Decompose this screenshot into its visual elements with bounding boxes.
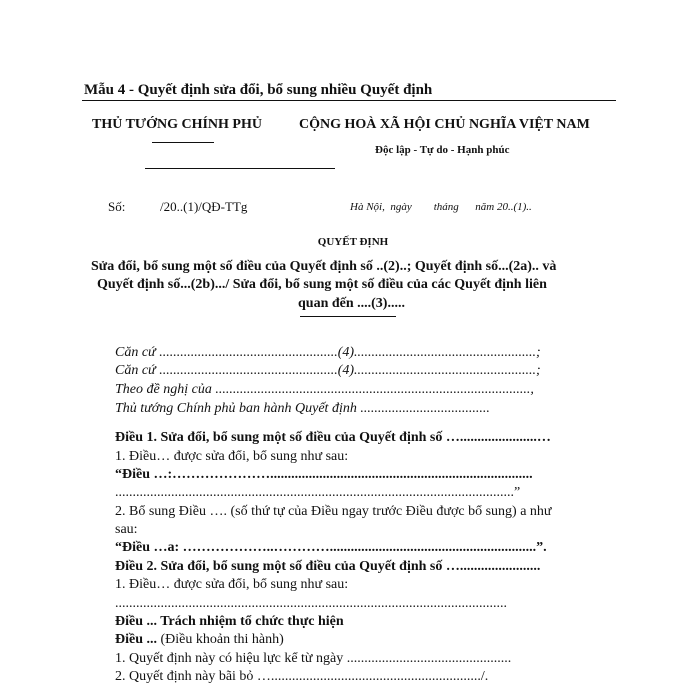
- so-value: /20..(1)/QĐ-TTg: [160, 199, 248, 214]
- preamble-line-2: Căn cứ ...................................................(4)....................................................;: [115, 363, 541, 378]
- decision-subtitle-2: Quyết định số...(2b).../ Sửa đổi, bổ sung một số điều của các Quyết định liên: [97, 277, 547, 292]
- article-1-item-1: 1. Điều… được sửa đổi, bổ sung như sau:: [115, 449, 349, 464]
- article-1-quote-2: “Điều …a: ………………..…………...........................................................”.: [115, 540, 547, 555]
- article-3-heading: Điều ... Trách nhiệm tổ chức thực hiện: [115, 614, 344, 629]
- article-1-heading: Điều 1. Sửa đổi, bổ sung một số điều của Quyết định số …......................…: [115, 430, 551, 445]
- article-2-item-1: 1. Điều… được sửa đổi, bổ sung như sau:: [115, 577, 349, 592]
- nation-name: CỘNG HOÀ XÃ HỘI CHỦ NGHĨA VIỆT NAM: [299, 117, 590, 132]
- decision-subtitle-1: Sửa đổi, bổ sung một số điều của Quyết định số ..(2)..; Quyết định số...(2a).. và: [91, 259, 557, 274]
- article-2-heading: Điều 2. Sửa đổi, bổ sung một số điều của Quyết định số ….......................: [115, 559, 541, 574]
- article-1-quote-1b: ..................................................................................................................”: [115, 485, 521, 500]
- form-title: Mẫu 4 - Quyết định sửa đổi, bổ sung nhiều Quyết định: [84, 82, 433, 98]
- article-1-quote-1a: “Điều …:…………………...........................................................................: [115, 467, 533, 482]
- place-date: Hà Nội, ngày tháng năm 20..(1)..: [350, 201, 532, 213]
- article-3-item-2: 2. Quyết định này bãi bỏ …............................................................/.: [115, 669, 489, 684]
- article-3-sub-label: Điều ...: [115, 632, 157, 647]
- issuer-name: THỦ TƯỚNG CHÍNH PHỦ: [92, 117, 262, 132]
- article-2-dots: ................................................................................................................: [115, 596, 507, 611]
- article-3-item-1: 1. Quyết định này có hiệu lực kể từ ngày ...............................................: [115, 651, 512, 666]
- header-rule: [82, 100, 616, 101]
- article-1-item-2b: sau:: [115, 522, 138, 537]
- issuer-underline: [152, 142, 214, 143]
- preamble-line-4: Thủ tướng Chính phủ ban hành Quyết định .....................................: [115, 401, 490, 416]
- motto: Độc lập - Tự do - Hạnh phúc: [375, 144, 510, 156]
- decision-heading-text: QUYẾT ĐỊNH: [317, 236, 389, 248]
- article-3-sub-note: (Điều khoản thi hành): [157, 632, 284, 647]
- decision-heading: [0, 236, 700, 248]
- motto-underline: [145, 168, 335, 169]
- article-1-item-2a: 2. Bổ sung Điều …. (số thứ tự của Điều ngay trước Điều được bổ sung) a như: [115, 504, 552, 519]
- decision-subtitle-3: quan đến ....(3).....: [298, 296, 405, 311]
- subtitle-underline: [300, 316, 396, 317]
- preamble-line-3: Theo đề nghị của ..........................................................................................,: [115, 382, 534, 397]
- preamble-line-1: Căn cứ ...................................................(4)....................................................;: [115, 345, 541, 360]
- so-label: Số:: [108, 199, 126, 214]
- article-3-sub: [115, 632, 284, 648]
